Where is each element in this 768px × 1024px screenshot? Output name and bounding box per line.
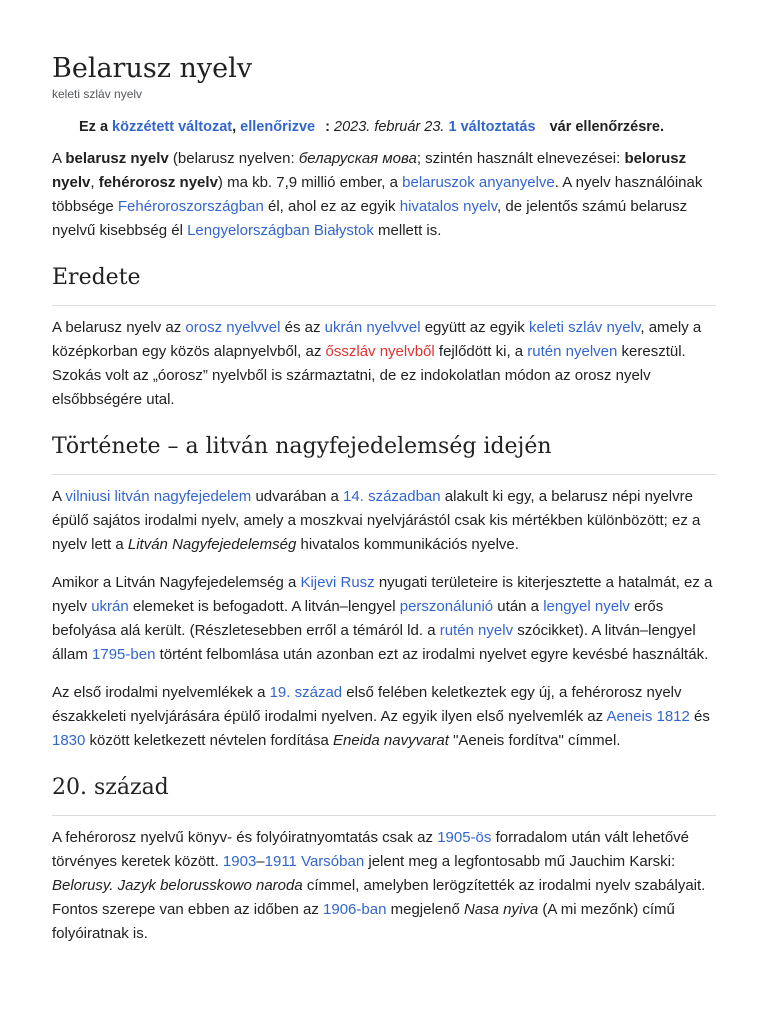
- text-run: belorusz nyelv: [52, 150, 687, 191]
- text-run: A: [52, 488, 66, 505]
- link-1906-ban[interactable]: 1906-ban: [323, 901, 387, 918]
- text-run: "Aeneis fordítva" címmel.: [448, 732, 621, 749]
- link-perszonalunio[interactable]: perszonálunió: [399, 598, 494, 615]
- text-run: forradalom után vált lehetővé törvényes keretek között.: [52, 829, 690, 870]
- text-run: hivatalos kommunikációs nyelve.: [296, 536, 519, 553]
- paragraph-tortenete-3: [52, 681, 716, 753]
- link-kijevi-rusz[interactable]: Kijevi Rusz: [300, 574, 375, 591]
- page-subtitle: keleti szláv nyelv: [52, 87, 143, 101]
- text-run: és az: [280, 319, 325, 336]
- link-1911[interactable]: 1911: [264, 853, 297, 870]
- intro-paragraph: [52, 147, 716, 243]
- link-aeneis[interactable]: Aeneis: [606, 708, 653, 725]
- text-run: Az első irodalmi nyelvemlékek a: [52, 684, 270, 701]
- link-ruten-nyelven[interactable]: rutén nyelven: [527, 343, 618, 360]
- link-orosz-nyelv[interactable]: orosz nyelvvel: [185, 319, 281, 336]
- text-run: Litván Nagyfejedelemség: [127, 536, 297, 553]
- text-run: ) ma kb. 7,9 millió ember, a: [217, 174, 403, 191]
- link-ukran[interactable]: ukrán: [91, 598, 129, 615]
- text-run: fejlődött ki, a: [434, 343, 528, 360]
- text-run: történt felbomlása után azonban ezt az irodalmi nyelvet egyre kevésbé használták.: [155, 646, 709, 663]
- heading-tortenete: Története – a litván nagyfejedelemség idején: [52, 432, 716, 475]
- link-ruten-nyelv[interactable]: rutén nyelv: [439, 622, 514, 639]
- link-varsoban[interactable]: Varsóban: [301, 853, 365, 870]
- link-hivatalos-nyelv[interactable]: hivatalos nyelv: [399, 198, 498, 215]
- heading-eredete: Eredete: [52, 263, 716, 306]
- link-belaruszok-anyanyelve[interactable]: belaruszok anyanyelve: [402, 174, 555, 191]
- link-1795[interactable]: 1795-ben: [92, 646, 156, 663]
- link-lengyel-nyelv[interactable]: lengyel nyelv: [543, 598, 630, 615]
- text-run: (belarusz nyelven:: [168, 150, 299, 167]
- text-run: együtt az egyik: [420, 319, 529, 336]
- text-run: Nasa nyiva: [464, 901, 539, 918]
- checked-link[interactable]: ellenőrizve: [240, 119, 316, 135]
- text-run: , de jelentős számú belarusz nyelvű kisebbség él: [52, 198, 688, 239]
- review-notice: [79, 117, 716, 137]
- link-19-szazad[interactable]: 19. század: [269, 684, 343, 701]
- text-run: vár ellenőrzésre.: [549, 119, 665, 135]
- changes-link[interactable]: 1 változtatás: [448, 119, 536, 135]
- paragraph-tortenete-1: [52, 485, 716, 557]
- link-lengyelorszag-bialystok[interactable]: Lengyelországban Białystok: [187, 222, 374, 239]
- text-run: Eneida navyvarat: [333, 732, 449, 749]
- text-run: Amikor a Litván Nagyfejedelemség a: [52, 574, 301, 591]
- paragraph-20-szazad: [52, 826, 716, 946]
- redlink-osszlav-nyelv[interactable]: ősszláv nyelvből: [325, 343, 435, 360]
- link-14-szazad[interactable]: 14. században: [343, 488, 441, 505]
- text-run: után a: [493, 598, 544, 615]
- text-run: ,: [232, 119, 237, 135]
- link-ukran-nyelv[interactable]: ukrán nyelvvel: [324, 319, 421, 336]
- link-feheroroszorszag[interactable]: Fehéroroszországban: [117, 198, 264, 215]
- text-run: беларуская мова: [298, 150, 417, 167]
- link-vilniusi-nagyfejedelem[interactable]: vilniusi litván nagyfejedelem: [65, 488, 252, 505]
- paragraph-eredete: [52, 316, 716, 412]
- text-run: ,: [90, 174, 99, 191]
- text-run: belarusz nyelv: [65, 150, 169, 167]
- text-run: . A nyelv használóinak többsége: [52, 174, 703, 215]
- text-run: között keletkezett névtelen fordítása: [85, 732, 334, 749]
- text-run: erős befolyása alá került. (Részletesebben erről a témáról ld. a: [52, 598, 664, 639]
- text-run: mellett is.: [373, 222, 442, 239]
- link-1812[interactable]: 1812: [656, 708, 690, 725]
- text-run: él, ahol ez az egyik: [263, 198, 400, 215]
- text-run: szócikket). A litván–lengyel állam: [52, 622, 696, 663]
- text-run: megjelenő: [386, 901, 464, 918]
- link-1830[interactable]: 1830: [52, 732, 86, 749]
- text-run: alakult ki egy, a belarusz népi nyelvre épülő sajátos irodalmi nyelv, amely a moszkvai nyelvjárástól csak kis mértékben különbözött; ez a nyelv lett a: [52, 488, 701, 553]
- text-run: –: [256, 853, 265, 870]
- review-date: 2023. február 23.: [334, 119, 445, 135]
- text-run: Ez a: [79, 119, 109, 135]
- paragraph-tortenete-2: [52, 571, 716, 667]
- text-run: A: [52, 150, 66, 167]
- text-run: fehérorosz nyelv: [98, 174, 218, 191]
- heading-20-szazad: 20. század: [52, 773, 716, 816]
- text-run: :: [325, 119, 330, 135]
- text-run: és: [689, 708, 710, 725]
- link-keleti-szlav-nyelv[interactable]: keleti szláv nyelv: [528, 319, 641, 336]
- text-run: keresztül. Szokás volt az „óorosz” nyelvből is származtatni, de ez indokolatlan módon az orosz nyelv elsőbbségére utal.: [52, 343, 686, 408]
- text-run: udvarában a: [251, 488, 344, 505]
- text-run: A belarusz nyelv az: [52, 319, 186, 336]
- page-title: Belarusz nyelv: [52, 53, 253, 84]
- text-run: ; szintén használt elnevezései:: [416, 150, 625, 167]
- text-run: nyugati területeire is kiterjesztette a hatalmát, ez a nyelv: [52, 574, 713, 615]
- link-1903[interactable]: 1903: [222, 853, 257, 870]
- published-version-link[interactable]: közzétett változat: [112, 119, 233, 135]
- text-run: Belorusy. Jazyk belorusskowo naroda: [52, 877, 303, 894]
- text-run: jelent meg a legfontosabb mű Jauchim Karski:: [364, 853, 676, 870]
- text-run: első felében keletkeztek egy új, a fehérorosz nyelv északkeleti nyelvjárására épülő irodalmi nyelven. Az egyik ilyen első nyelvemlék az: [52, 684, 682, 725]
- link-1905-os[interactable]: 1905-ös: [437, 829, 492, 846]
- text-run: , amely a középkorban egy közös alapnyelvből, az: [52, 319, 702, 360]
- text-run: (A mi mezőnk) című folyóiratnak is.: [52, 901, 675, 942]
- text-run: A fehérorosz nyelvű könyv- és folyóiratnyomtatás csak az: [52, 829, 438, 846]
- text-run: címmel, amelyben lerögzítették az irodalmi nyelv szabályait. Fontos szerepe van ebben az időben az: [52, 877, 706, 918]
- text-run: elemeket is befogadott. A litván–lengyel: [128, 598, 400, 615]
